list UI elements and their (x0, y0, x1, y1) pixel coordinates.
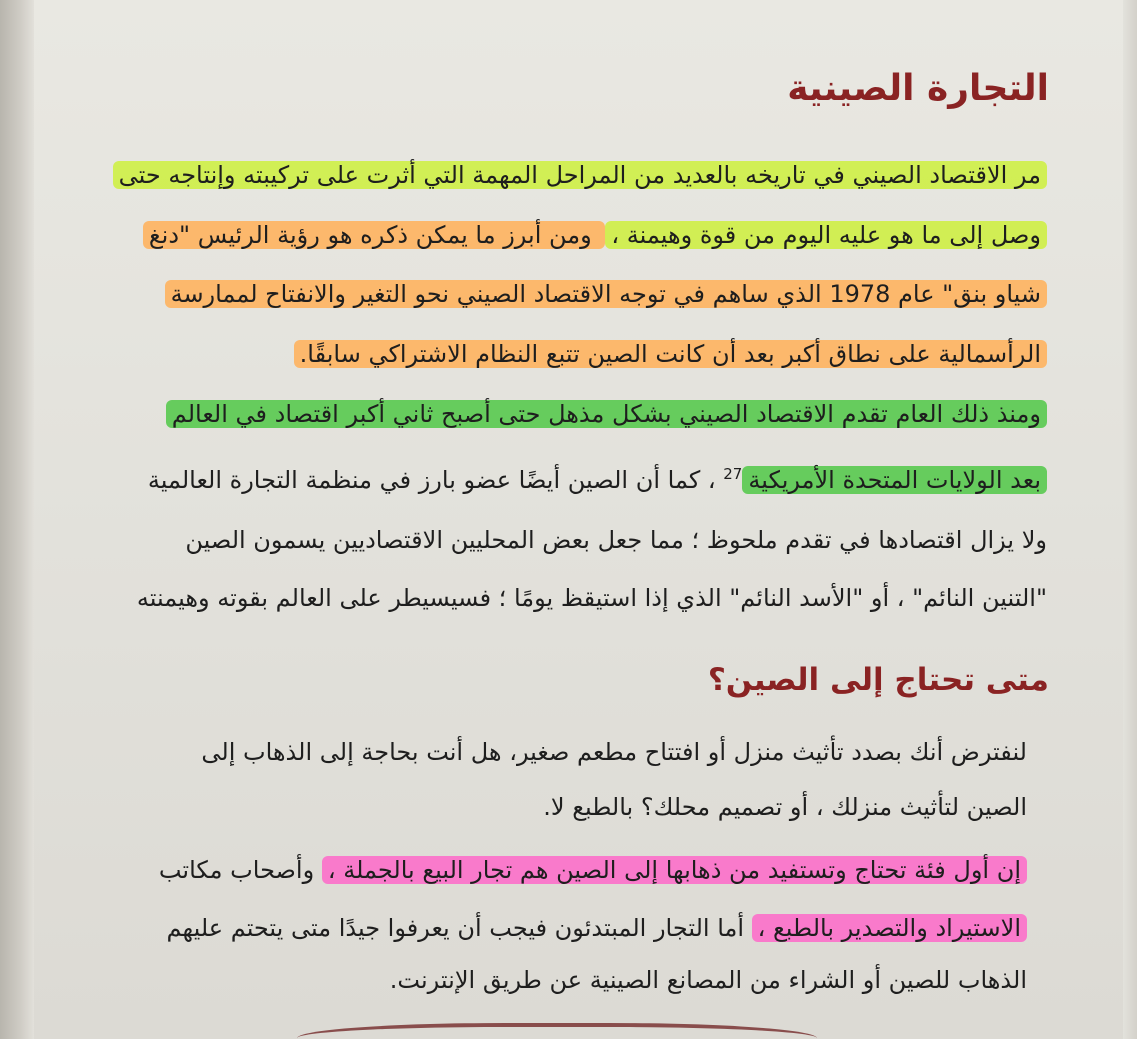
text-segment: ولا يزال اقتصادها في تقدم ملحوظ ؛ مما جعل بعض المحليين الاقتصاديين يسمون الصين (185, 526, 1047, 554)
highlighted-text-orange: شياو بنق" عام 1978 الذي ساهم في توجه الاقتصاد الصيني نحو التغير والانفتاح لممارسة (165, 280, 1047, 308)
highlighted-text-pink: إن أول فئة تحتاج وتستفيد من ذهابها إلى الصين هم تجار البيع بالجملة ، (322, 856, 1027, 884)
text-segment: الذهاب للصين أو الشراء من المصانع الصينية عن طريق الإنترنت. (389, 966, 1027, 994)
text-line (40, 906, 1027, 950)
text-segment: "التنين النائم" ، أو "الأسد النائم" الذي إذا استيقظ يومًا ؛ فسيسيطر على العالم بقوته وهيمنته (136, 584, 1047, 612)
text-line (30, 213, 1047, 257)
highlighted-text-orange: الرأسمالية على نطاق أكبر بعد أن كانت الصين تتبع النظام الاشتراكي سابقًا. (294, 340, 1047, 368)
footnote-ref: 27 (723, 465, 743, 483)
section-title-chinese-trade: التجارة الصينية (787, 68, 1049, 109)
text-line (30, 153, 1047, 197)
text-segment: أما التجار المبتدئون فيجب أن يعرفوا جيدًا متى يتحتم عليهم (166, 914, 752, 942)
section-title-when-need-china: متى تحتاج إلى الصين؟ (707, 662, 1049, 698)
highlighted-text-lime: وصل إلى ما هو عليه اليوم من قوة وهيمنة ، (605, 221, 1047, 249)
text-line (40, 958, 1027, 1002)
page-edge (1123, 0, 1137, 1039)
book-gutter (0, 0, 34, 1039)
highlighted-text-green: ومنذ ذلك العام تقدم الاقتصاد الصيني بشكل مذهل حتى أصبح ثاني أكبر اقتصاد في العالم (166, 400, 1047, 428)
text-line (40, 848, 1027, 892)
text-line (40, 730, 1027, 774)
text-line (30, 518, 1047, 562)
text-segment: الصين لتأثيث منزلك ، أو تصميم محلك؟ بالطبع لا. (543, 793, 1027, 821)
text-line (40, 785, 1027, 829)
highlighted-text-orange: ومن أبرز ما يمكن ذكره هو رؤية الرئيس "دنغ (143, 221, 605, 249)
highlighted-text-pink: الاستيراد والتصدير بالطبع ، (752, 914, 1027, 942)
highlighted-text-green: بعد الولايات المتحدة الأمريكية (742, 466, 1047, 494)
text-line (30, 452, 1047, 496)
text-segment: ، كما أن الصين أيضًا عضو بارز في منظمة التجارة العالمية (147, 466, 724, 494)
text-segment: وأصحاب مكاتب (158, 856, 322, 884)
text-line (30, 392, 1047, 436)
cut-off-next-heading (297, 1023, 817, 1039)
text-segment: لنفترض أنك بصدد تأثيث منزل أو افتتاح مطعم صغير، هل أنت بحاجة إلى الذهاب إلى (201, 738, 1027, 766)
text-line (30, 332, 1047, 376)
text-line (30, 576, 1047, 620)
text-line (30, 272, 1047, 316)
highlighted-text-lime: مر الاقتصاد الصيني في تاريخه بالعديد من المراحل المهمة التي أثرت على تركيبته وإنتاجه حتى (113, 161, 1047, 189)
